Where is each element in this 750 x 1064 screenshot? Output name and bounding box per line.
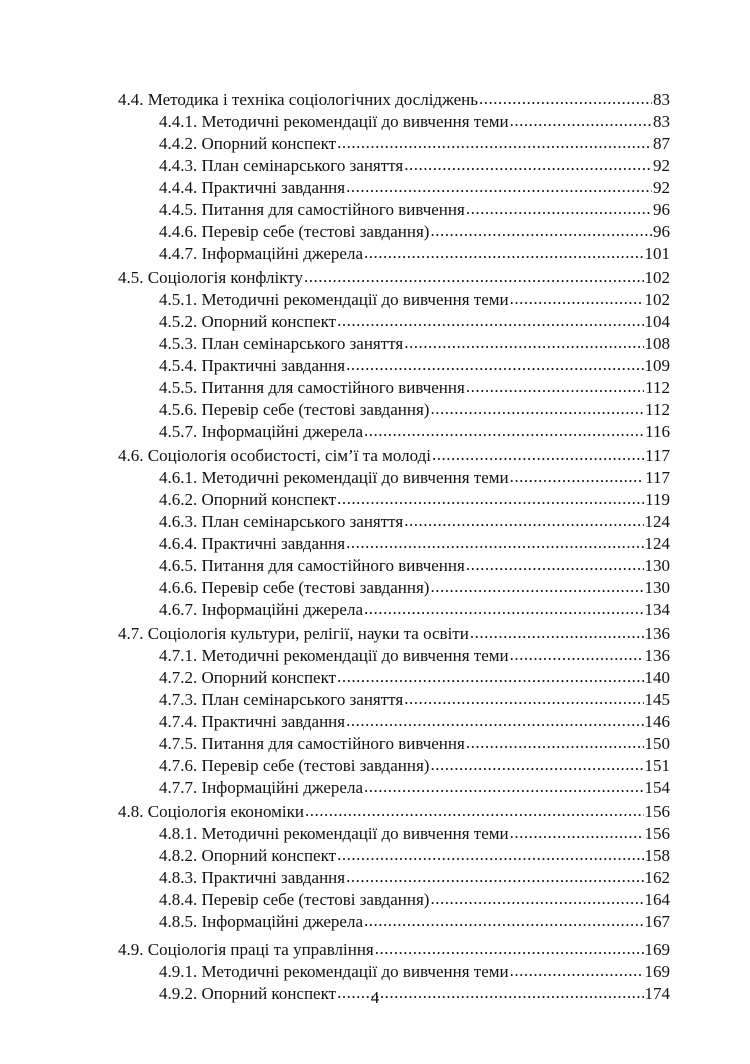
toc-entry-title: 4.6.7. Інформаційні джерела [159, 600, 363, 619]
toc-entry-page: 150 [644, 734, 670, 753]
toc-subsection-entry[interactable] [118, 355, 670, 377]
dot-leader [510, 288, 644, 310]
toc-section [118, 801, 670, 933]
toc-entry-page: 92 [653, 178, 670, 197]
toc-section-entry[interactable] [118, 445, 670, 467]
toc-entry-title: 4.5.5. Питання для самостійного вивчення [159, 378, 465, 397]
toc-subsection-entry[interactable] [118, 177, 670, 199]
dot-leader [432, 444, 644, 466]
toc-entry-page: 87 [653, 134, 670, 153]
toc-entry-page: 92 [653, 156, 670, 175]
toc-entry-page: 169 [644, 962, 670, 981]
toc-entry-page: 174 [644, 984, 670, 1003]
toc-entry-page: 117 [645, 446, 670, 465]
toc-subsection-entry[interactable] [118, 333, 670, 355]
toc-subsection-entry[interactable] [118, 399, 670, 421]
toc-subsection-entry[interactable] [118, 889, 670, 911]
toc-entry-title: 4.9.1. Методичні рекомендації до вивчення теми [159, 962, 509, 981]
toc-entry-page: 101 [644, 244, 670, 263]
toc-section [118, 445, 670, 621]
toc-section [118, 267, 670, 443]
dot-leader [346, 866, 643, 888]
toc-entry-page: 146 [644, 712, 670, 731]
dot-leader [337, 844, 643, 866]
toc-entry-title: 4.8.2. Опорний конспект [159, 846, 337, 865]
toc-subsection-entry[interactable] [118, 755, 670, 777]
toc-entry-title: 4.4.6. Перевір себе (тестові завдання) [159, 222, 430, 241]
toc-entry-page: 119 [645, 490, 670, 509]
dot-leader [346, 176, 652, 198]
toc-entry-title: 4.9. Соціологія праці та управління [118, 940, 374, 959]
toc-entry-title: 4.6.6. Перевір себе (тестові завдання) [159, 578, 430, 597]
toc-subsection-entry[interactable] [118, 289, 670, 311]
toc-entry-title: 4.5.2. Опорний конспект [159, 312, 337, 331]
toc-entry-title: 4.8.3. Практичні завдання [159, 868, 346, 887]
toc-entry-page: 158 [644, 846, 670, 865]
dot-leader [430, 220, 652, 242]
toc-entry-title: 4.4.5. Питання для самостійного вивчення [159, 200, 465, 219]
toc-entry-page: 96 [653, 200, 670, 219]
toc-section [118, 623, 670, 799]
toc-entry-page: 108 [644, 334, 670, 353]
toc-entry-page: 112 [645, 400, 670, 419]
dot-leader [364, 776, 644, 798]
toc-subsection-entry[interactable] [118, 467, 670, 489]
page-number: 4 [370, 988, 380, 1007]
toc-entry-title: 4.7.5. Питання для самостійного вивчення [159, 734, 465, 753]
dot-leader [337, 488, 644, 510]
toc-entry-page: 116 [645, 422, 670, 441]
dot-leader [346, 532, 643, 554]
toc-entry-title: 4.8. Соціологія економіки [118, 802, 304, 821]
toc-entry-page: 136 [644, 646, 670, 665]
dot-leader [466, 554, 644, 576]
dot-leader [430, 576, 643, 598]
dot-leader [470, 622, 644, 644]
toc-subsection-entry[interactable] [118, 489, 670, 511]
toc-entry-page: 145 [644, 690, 670, 709]
toc-entry-title: 4.7.7. Інформаційні джерела [159, 778, 363, 797]
toc-entry-page: 140 [644, 668, 670, 687]
toc-subsection-entry[interactable] [118, 533, 670, 555]
toc-entry-title: 4.6.3. План семінарського заняття [159, 512, 404, 531]
toc-entry-title: 4.6.2. Опорний конспект [159, 490, 337, 509]
dot-leader [479, 88, 652, 110]
dot-leader [364, 910, 644, 932]
dot-leader [375, 938, 644, 960]
dot-leader [430, 888, 643, 910]
toc-subsection-entry[interactable] [118, 961, 670, 983]
toc-subsection-entry[interactable] [118, 911, 670, 933]
toc-subsection-entry[interactable] [118, 377, 670, 399]
dot-leader [304, 266, 644, 288]
toc-subsection-entry[interactable] [118, 311, 670, 333]
toc-entry-page: 154 [644, 778, 670, 797]
toc-entry-page: 169 [644, 940, 670, 959]
dot-leader [364, 420, 644, 442]
dot-leader [466, 198, 652, 220]
toc-section-entry[interactable] [118, 801, 670, 823]
toc-entry-page: 112 [645, 378, 670, 397]
dot-leader [466, 376, 644, 398]
dot-leader [404, 332, 643, 354]
toc-entry-title: 4.4. Методика і техніка соціологічних досліджень [118, 90, 478, 109]
toc-entry-title: 4.4.7. Інформаційні джерела [159, 244, 363, 263]
toc-subsection-entry[interactable] [118, 823, 670, 845]
toc-section [118, 89, 670, 265]
dot-leader [510, 644, 644, 666]
dot-leader [346, 354, 643, 376]
toc-entry-title: 4.5.4. Практичні завдання [159, 356, 346, 375]
toc-entry-page: 156 [644, 802, 670, 821]
dot-leader [404, 510, 643, 532]
dot-leader [430, 398, 644, 420]
toc-entry-title: 4.7. Соціологія культури, релігії, науки та освіти [118, 624, 469, 643]
dot-leader [430, 754, 643, 776]
toc-entry-page: 104 [644, 312, 670, 331]
dot-leader [404, 154, 652, 176]
toc-subsection-entry[interactable] [118, 221, 670, 243]
toc-entry-page: 83 [653, 112, 670, 131]
toc-entry-title: 4.9.2. Опорний конспект [159, 984, 337, 1003]
toc-entry-title: 4.4.1. Методичні рекомендації до вивчення теми [159, 112, 509, 131]
toc-entry-title: 4.8.1. Методичні рекомендації до вивчення теми [159, 824, 509, 843]
toc-entry-title: 4.6. Соціологія особистості, сім’ї та молоді [118, 446, 432, 465]
toc-entry-title: 4.4.3. План семінарського заняття [159, 156, 404, 175]
dot-leader [305, 800, 644, 822]
toc-entry-page: 109 [644, 356, 670, 375]
toc-entry-title: 4.7.6. Перевір себе (тестові завдання) [159, 756, 430, 775]
toc-subsection-entry[interactable] [118, 577, 670, 599]
toc-entry-title: 4.5. Соціологія конфлікту [118, 268, 303, 287]
toc-entry-page: 130 [644, 578, 670, 597]
toc-entry-page: 151 [644, 756, 670, 775]
toc-subsection-entry[interactable] [118, 199, 670, 221]
toc-entry-title: 4.8.4. Перевір себе (тестові завдання) [159, 890, 430, 909]
toc-entry-title: 4.5.1. Методичні рекомендації до вивчення теми [159, 290, 509, 309]
toc-entry-title: 4.5.7. Інформаційні джерела [159, 422, 363, 441]
dot-leader [337, 310, 643, 332]
toc-entry-title: 4.5.6. Перевір себе (тестові завдання) [159, 400, 430, 419]
toc-subsection-entry[interactable] [118, 243, 670, 265]
toc-entry-page: 124 [644, 512, 670, 531]
toc-entry-title: 4.4.2. Опорний конспект [159, 134, 337, 153]
toc-entry-title: 4.5.3. План семінарського заняття [159, 334, 404, 353]
toc-entry-title: 4.7.3. План семінарського заняття [159, 690, 404, 709]
toc-entry-title: 4.8.5. Інформаційні джерела [159, 912, 363, 931]
toc-subsection-entry[interactable] [118, 155, 670, 177]
toc-entry-title: 4.6.4. Практичні завдання [159, 534, 346, 553]
toc-subsection-entry[interactable] [118, 645, 670, 667]
toc-entry-title: 4.4.4. Практичні завдання [159, 178, 346, 197]
toc-entry-page: 102 [644, 290, 670, 309]
toc-entry-page: 130 [644, 556, 670, 575]
toc-subsection-entry[interactable] [118, 421, 670, 443]
toc-entry-page: 136 [644, 624, 670, 643]
toc-subsection-entry[interactable] [118, 555, 670, 577]
toc-entry-page: 102 [644, 268, 670, 287]
toc-entry-title: 4.7.4. Практичні завдання [159, 712, 346, 731]
toc-entry-page: 156 [644, 824, 670, 843]
toc-subsection-entry[interactable] [118, 689, 670, 711]
toc-section-entry[interactable] [118, 623, 670, 645]
toc-section-entry[interactable] [118, 939, 670, 961]
toc-subsection-entry[interactable] [118, 133, 670, 155]
dot-leader [346, 710, 643, 732]
toc-subsection-entry[interactable] [118, 733, 670, 755]
toc-entry-title: 4.6.1. Методичні рекомендації до вивчення теми [159, 468, 509, 487]
dot-leader [364, 242, 644, 264]
dot-leader [364, 598, 644, 620]
toc-entry-title: 4.7.2. Опорний конспект [159, 668, 337, 687]
toc-section-entry[interactable] [118, 267, 670, 289]
toc-entry-page: 164 [644, 890, 670, 909]
toc-entry-page: 134 [644, 600, 670, 619]
toc-subsection-entry[interactable] [118, 599, 670, 621]
dot-leader [337, 132, 652, 154]
dot-leader [404, 688, 643, 710]
toc-entry-page: 83 [653, 90, 670, 109]
toc-entry-page: 124 [644, 534, 670, 553]
dot-leader [337, 666, 643, 688]
table-of-contents [118, 89, 670, 1007]
toc-subsection-entry[interactable] [118, 711, 670, 733]
dot-leader [466, 732, 644, 754]
toc-subsection-entry[interactable] [118, 111, 670, 133]
toc-entry-title: 4.7.1. Методичні рекомендації до вивчення теми [159, 646, 509, 665]
toc-subsection-entry[interactable] [118, 867, 670, 889]
toc-subsection-entry[interactable] [118, 845, 670, 867]
toc-entry-page: 167 [644, 912, 670, 931]
toc-section-entry[interactable] [118, 89, 670, 111]
dot-leader [510, 822, 644, 844]
dot-leader [510, 110, 652, 132]
toc-subsection-entry[interactable] [118, 511, 670, 533]
dot-leader [510, 466, 645, 488]
toc-entry-page: 117 [645, 468, 670, 487]
dot-leader [510, 960, 644, 982]
toc-entry-page: 162 [644, 868, 670, 887]
toc-entry-page: 96 [653, 222, 670, 241]
toc-subsection-entry[interactable] [118, 667, 670, 689]
toc-subsection-entry[interactable] [118, 777, 670, 799]
toc-entry-title: 4.6.5. Питання для самостійного вивчення [159, 556, 465, 575]
